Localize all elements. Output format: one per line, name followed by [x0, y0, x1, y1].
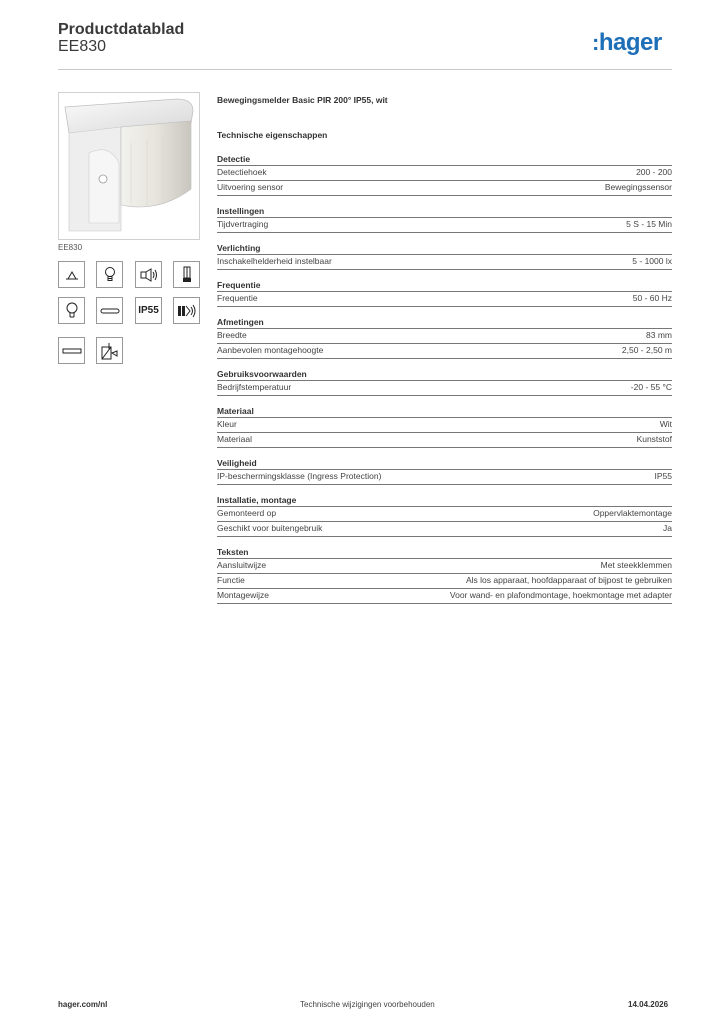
- spec-label: Functie: [217, 575, 245, 585]
- section-title: Instellingen: [217, 206, 672, 218]
- spec-row: [217, 522, 672, 537]
- spec-value: 50 - 60 Hz: [632, 293, 672, 303]
- wall-mount-icon: [96, 337, 123, 364]
- image-caption: EE830: [58, 243, 83, 252]
- tube-lamp-icon: [58, 337, 85, 364]
- spec-row: [217, 470, 672, 485]
- spec-section: [217, 206, 672, 233]
- product-title: Bewegingsmelder Basic PIR 200° IP55, wit: [217, 95, 388, 105]
- spec-row: [217, 507, 672, 522]
- incandescent-lamp-icon: [96, 261, 123, 288]
- section-title: Installatie, montage: [217, 495, 672, 507]
- product-image: [58, 92, 200, 240]
- led-driver-icon: [173, 297, 200, 324]
- spec-value: Als los apparaat, hoofdapparaat of bijpost te gebruiken: [465, 575, 672, 585]
- spec-row: [217, 559, 672, 574]
- spec-value: -20 - 55 °C: [630, 382, 672, 392]
- spec-section: [217, 317, 672, 359]
- spec-label: Materiaal: [217, 434, 252, 444]
- spec-value: 200 - 200: [636, 167, 672, 177]
- ip55-icon: IP55: [135, 297, 162, 324]
- section-title: Frequentie: [217, 280, 672, 292]
- spec-row: [217, 218, 672, 233]
- spec-label: Frequentie: [217, 293, 258, 303]
- spec-value: Kunststof: [636, 434, 672, 444]
- spec-value: 2,50 - 2,50 m: [621, 345, 672, 355]
- spec-label: Detectiehoek: [217, 167, 267, 177]
- spec-row: [217, 181, 672, 196]
- spec-section: [217, 406, 672, 448]
- spec-label: Aansluitwijze: [217, 560, 267, 570]
- tech-properties-title: Technische eigenschappen: [217, 130, 328, 140]
- section-title: Detectie: [217, 154, 672, 166]
- spec-row: [217, 418, 672, 433]
- product-code: EE830: [58, 38, 107, 55]
- spec-value: 83 mm: [646, 330, 672, 340]
- spec-label: Tijdvertraging: [217, 219, 269, 229]
- spec-label: Geschikt voor buitengebruik: [217, 523, 323, 533]
- ceiling-mount-icon: [58, 261, 85, 288]
- spec-label: Montagewijze: [217, 590, 269, 600]
- spec-row: [217, 344, 672, 359]
- spec-row: [217, 329, 672, 344]
- header-divider: [58, 69, 672, 70]
- spec-label: Gemonteerd op: [217, 508, 277, 518]
- linear-tube-icon: [96, 297, 123, 324]
- section-title: Verlichting: [217, 243, 672, 255]
- spec-value: Ja: [663, 523, 672, 533]
- spec-value: IP55: [654, 471, 672, 481]
- section-title: Veiligheid: [217, 458, 672, 470]
- spec-value: Bewegingssensor: [604, 182, 672, 192]
- footer-date: 14.04.2026: [628, 1000, 669, 1009]
- spec-value: Met steekklemmen: [600, 560, 672, 570]
- spec-section: [217, 154, 672, 196]
- spec-label: Kleur: [217, 419, 237, 429]
- page-title: Productdatablad: [58, 21, 185, 38]
- hager-logo: :hager: [592, 29, 662, 56]
- spec-content: [217, 95, 672, 604]
- spec-row: [217, 292, 672, 307]
- spec-section: [217, 547, 672, 604]
- section-title: Afmetingen: [217, 317, 672, 329]
- section-title: Gebruiksvoorwaarden: [217, 369, 672, 381]
- spec-row: [217, 255, 672, 270]
- footer-note: Technische wijzigingen voorbehouden: [300, 1000, 435, 1009]
- fluorescent-lamp-icon: [173, 261, 200, 288]
- spec-label: Aanbevolen montagehoogte: [217, 345, 324, 355]
- spec-value: 5 - 1000 lx: [632, 256, 672, 266]
- footer-site: hager.com/nl: [58, 1000, 108, 1009]
- motion-detection-icon: [135, 261, 162, 288]
- spec-section: [217, 280, 672, 307]
- bulb-icon: [58, 297, 85, 324]
- spec-section: [217, 369, 672, 396]
- spec-row: [217, 381, 672, 396]
- spec-row: [217, 433, 672, 448]
- spec-value: Voor wand- en plafondmontage, hoekmontage met adapter: [449, 590, 672, 600]
- section-title: Teksten: [217, 547, 672, 559]
- spec-row: [217, 166, 672, 181]
- spec-section: [217, 495, 672, 537]
- section-title: Materiaal: [217, 406, 672, 418]
- spec-row: [217, 589, 672, 604]
- spec-row: [217, 574, 672, 589]
- spec-section: [217, 243, 672, 270]
- spec-label: Breedte: [217, 330, 247, 340]
- spec-value: Oppervlaktemontage: [593, 508, 672, 518]
- spec-label: IP-beschermingsklasse (Ingress Protection): [217, 471, 382, 481]
- spec-value: Wit: [659, 419, 672, 429]
- spec-value: 5 S - 15 Min: [626, 219, 672, 229]
- spec-label: Bedrijfstemperatuur: [217, 382, 292, 392]
- spec-section: [217, 458, 672, 485]
- spec-label: Inschakelhelderheid instelbaar: [217, 256, 332, 266]
- spec-label: Uitvoering sensor: [217, 182, 284, 192]
- spec-sections: [217, 154, 672, 604]
